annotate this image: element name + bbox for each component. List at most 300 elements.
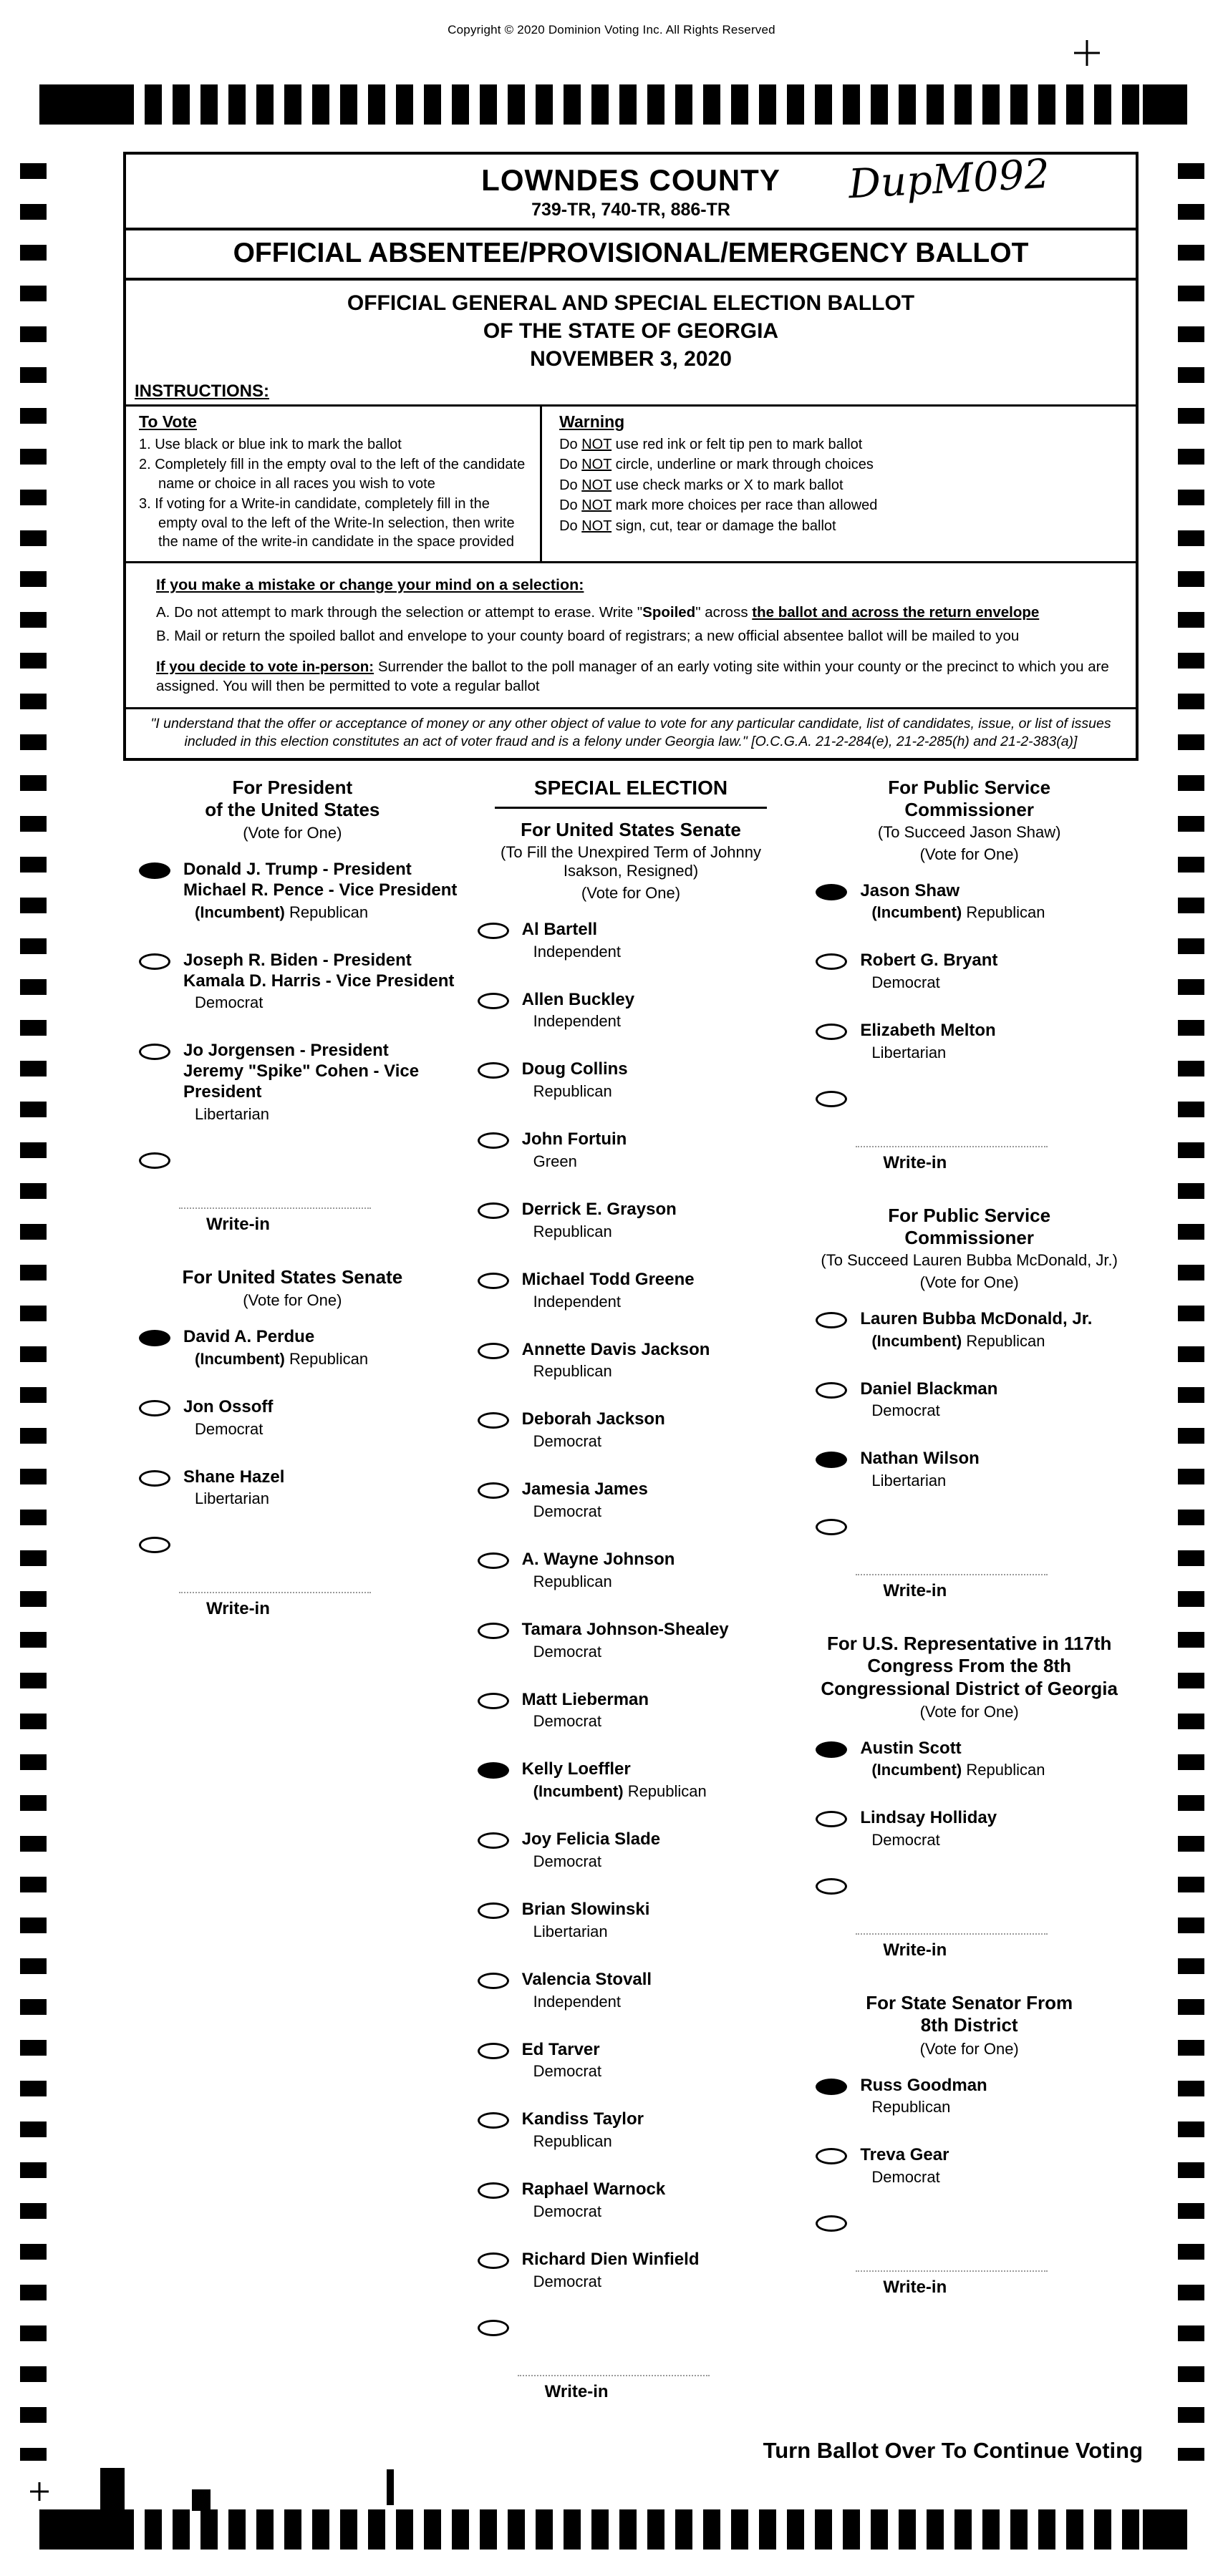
candidate-text	[860, 2145, 949, 2187]
candidate-name: A. Wayne Johnson	[521, 1549, 675, 1569]
candidate-name: Joseph R. Biden - President	[183, 950, 412, 970]
candidate-text	[522, 920, 621, 961]
contest-subtitle-line: (To Succeed Jason Shaw)	[877, 823, 1061, 842]
write-in-line[interactable]	[179, 1192, 371, 1209]
party-name: Independent	[533, 942, 622, 961]
candidate-text	[522, 1690, 649, 1731]
write-in-line[interactable]	[856, 1130, 1048, 1147]
candidate-name: Kelly Loeffler	[521, 1759, 631, 1779]
candidate-text	[522, 1409, 665, 1451]
candidate-party	[860, 1472, 979, 1490]
contest-title	[127, 1266, 458, 1288]
ballot-oval-empty[interactable]	[478, 2320, 509, 2336]
party-name: Republican	[966, 1761, 1045, 1779]
candidate-name: Robert G. Bryant	[860, 951, 998, 971]
turn-ballot-text: Turn Ballot Over To Continue Voting	[763, 2438, 1143, 2463]
candidate-name: Ed Tarver	[521, 2039, 600, 2059]
in-person-text: Surrender the ballot to the poll manager of an early voting site within your county or the precinct to which you are assigned. You will then be permitted to vote a regular ballot	[156, 658, 1109, 694]
warning-not-label: NOT	[581, 457, 612, 473]
candidate-option	[804, 881, 1134, 923]
ballot-oval-empty[interactable]	[139, 1400, 170, 1416]
ballot-oval-empty[interactable]	[478, 923, 509, 939]
mistake-title: If you make a mistake or change your mind on a selection:	[156, 576, 584, 594]
ballot-oval-empty[interactable]	[816, 1382, 847, 1399]
warning-item	[559, 455, 1126, 474]
ballot-oval-empty[interactable]	[816, 1811, 847, 1827]
party-name: Democrat	[533, 1432, 602, 1451]
candidate-text	[860, 1021, 995, 1062]
party-name: Republican	[966, 903, 1045, 922]
candidate-name: Michael Todd Greene	[521, 1269, 695, 1289]
candidate-name: Michael R. Pence - Vice President	[183, 880, 458, 900]
contest-subtitle-line: (To Fill the Unexpired Term of Johnny	[501, 843, 761, 861]
in-person-instructions	[156, 657, 1117, 696]
party-name: Republican	[533, 1572, 612, 1590]
ballot-oval-empty[interactable]	[478, 1062, 509, 1079]
warning-item-text: use check marks or X to mark ballot	[615, 477, 843, 493]
county-name: LOWNDES COUNTY	[481, 163, 780, 197]
candidate-party	[522, 1223, 677, 1241]
ballot-header-box	[123, 152, 1139, 761]
ballot-oval-empty[interactable]	[478, 1623, 509, 1639]
candidate-option	[466, 1690, 796, 1731]
candidate-text	[860, 1449, 979, 1490]
candidate-option	[466, 990, 796, 1031]
to-vote-instruction: 2. Completely fill in the empty oval to the left of the candidate name or choice in all races you wish to vote	[139, 457, 526, 492]
warning-item	[559, 517, 1126, 535]
candidate-option	[466, 1129, 796, 1171]
candidate-party	[522, 1782, 707, 1801]
candidate-name: Valencia Stovall	[521, 1969, 652, 1989]
ballot-oval-empty[interactable]	[478, 1273, 509, 1289]
warning-do-label: Do	[559, 517, 578, 534]
warning-item-text: circle, underline or mark through choices	[615, 457, 874, 473]
warning-do-label: Do	[559, 457, 578, 473]
party-name: Democrat	[533, 1502, 602, 1520]
contest-title-line: For Public Service	[888, 1204, 1051, 1226]
party-name: Democrat	[871, 973, 940, 992]
ballot-oval-empty[interactable]	[816, 1312, 847, 1328]
instructions-grid	[126, 404, 1136, 563]
ballot-oval-empty[interactable]	[816, 1024, 847, 1040]
party-name: Green	[533, 1152, 577, 1170]
ballot-oval-empty[interactable]	[816, 1091, 847, 1107]
candidate-name: Treva Gear	[860, 2145, 949, 2165]
timing-block	[1143, 2509, 1187, 2550]
contest	[804, 777, 1134, 1173]
candidate-name: Derrick E. Grayson	[521, 1199, 677, 1219]
party-name: Democrat	[871, 2168, 940, 2187]
candidate-party	[522, 1923, 650, 1941]
ballot-oval-empty[interactable]	[816, 1878, 847, 1895]
incumbent-label: (Incumbent)	[871, 1331, 962, 1350]
candidate-text	[522, 1270, 695, 1311]
party-name: Democrat	[533, 2272, 602, 2290]
ballot-oval-empty[interactable]	[139, 1537, 170, 1553]
timing-strip	[145, 2509, 1141, 2550]
in-person-title: If you decide to vote in-person:	[156, 658, 374, 675]
warning-cell	[540, 407, 1136, 561]
party-name: Libertarian	[871, 1472, 947, 1490]
ballot-oval-empty[interactable]	[139, 1044, 170, 1060]
warning-do-label: Do	[559, 477, 578, 493]
candidate-text	[522, 1550, 675, 1591]
contest-subtitle	[804, 1251, 1134, 1270]
candidate-text	[860, 1379, 997, 1421]
candidate-party	[860, 903, 1045, 922]
candidate-option	[804, 2145, 1134, 2187]
contest-title-line: of the United States	[205, 799, 380, 820]
ballot-oval-filled[interactable]	[816, 1452, 847, 1468]
party-name: Independent	[533, 1992, 622, 2011]
vote-for-instruction: (Vote for One)	[919, 1702, 1019, 1721]
candidate-option	[466, 1759, 796, 1801]
timing-block	[1143, 84, 1187, 125]
candidate-party	[522, 1362, 710, 1381]
incumbent-label: (Incumbent)	[533, 1782, 624, 1801]
party-name: Republican	[289, 1349, 369, 1368]
to-vote-cell	[126, 407, 540, 561]
candidate-text	[522, 1340, 710, 1381]
candidate-party	[522, 2202, 666, 2221]
candidate-option	[466, 1970, 796, 2011]
candidate-party	[522, 2062, 601, 2081]
candidate-option	[466, 1059, 796, 1101]
warning-title: Warning	[559, 412, 625, 431]
warning-not-label: NOT	[581, 477, 612, 493]
candidate-party	[522, 1643, 729, 1661]
candidate-text	[522, 2109, 644, 2151]
candidate-text	[183, 1467, 284, 1509]
candidate-option	[466, 1550, 796, 1591]
election-date: NOVEMBER 3, 2020	[530, 347, 732, 371]
warning-item	[559, 435, 1126, 454]
contest-title-line: For State Senator From	[866, 1992, 1073, 2014]
timing-block	[39, 84, 134, 125]
write-in-label: Write-in	[883, 2278, 947, 2298]
candidate-party	[522, 1573, 675, 1591]
vote-for-instruction: (Vote for One)	[919, 2039, 1019, 2058]
contest-title-line: Congressional District of Georgia	[821, 1677, 1118, 1699]
candidate-text	[183, 1397, 273, 1439]
write-in-option	[127, 1537, 458, 1619]
incumbent-label: (Incumbent)	[195, 1349, 285, 1368]
candidate-name: Deborah Jackson	[521, 1409, 665, 1429]
party-name: Libertarian	[533, 1922, 608, 1940]
candidate-text	[522, 990, 634, 1031]
timing-block	[39, 2509, 134, 2550]
ballot-oval-empty[interactable]	[478, 2182, 509, 2199]
candidate-name: Elizabeth Melton	[860, 1021, 996, 1041]
candidate-text	[860, 1808, 997, 1850]
warning-item	[559, 496, 1126, 515]
warning-list	[559, 435, 1126, 535]
party-name: Republican	[871, 2098, 951, 2116]
candidate-option	[804, 1379, 1134, 1421]
contest-title-line: Commissioner	[904, 1227, 1034, 1249]
warning-not-label: NOT	[581, 497, 612, 514]
write-in-line[interactable]	[856, 1918, 1048, 1935]
candidate-name: Al Bartell	[521, 919, 598, 939]
write-in-label: Write-in	[883, 1152, 947, 1172]
candidate-name: Kandiss Taylor	[521, 2109, 644, 2129]
contest	[466, 777, 796, 2402]
ballot-column-3	[800, 777, 1139, 2406]
ballot-oval-empty[interactable]	[139, 1470, 170, 1487]
ballot-oval-empty[interactable]	[478, 1902, 509, 1919]
candidate-party	[183, 1105, 458, 1124]
party-name: Democrat	[533, 1642, 602, 1661]
candidate-name: Kamala D. Harris - Vice President	[183, 971, 455, 991]
election-title	[126, 281, 1136, 377]
candidate-name: John Fortuin	[521, 1129, 627, 1150]
ballot-oval-empty[interactable]	[478, 1202, 509, 1219]
party-name: Republican	[533, 1362, 612, 1381]
contest-title	[466, 819, 796, 841]
candidate-option	[466, 1829, 796, 1871]
candidate-name: Nathan Wilson	[860, 1449, 980, 1469]
candidate-text	[522, 1129, 627, 1171]
candidate-name: David A. Perdue	[183, 1326, 315, 1346]
instructions-label: INSTRUCTIONS:	[135, 381, 269, 401]
candidate-party	[522, 1993, 652, 2011]
mistake-instructions	[126, 563, 1136, 707]
candidate-name: Tamara Johnson-Shealey	[521, 1619, 729, 1639]
candidate-option	[466, 2040, 796, 2081]
candidate-name: Jeremy "Spike" Cohen - Vice President	[183, 1061, 420, 1102]
candidate-option	[127, 860, 458, 922]
candidate-option	[466, 1620, 796, 1661]
party-name: Democrat	[871, 1401, 940, 1420]
timing-marks-right	[1178, 163, 1204, 2461]
candidate-name: Jon Ossoff	[183, 1396, 274, 1416]
contest-section-title: SPECIAL ELECTION	[495, 777, 768, 809]
candidate-name: Jason Shaw	[860, 880, 960, 900]
ballot-oval-empty[interactable]	[478, 1973, 509, 1989]
election-title-line1: OFFICIAL GENERAL AND SPECIAL ELECTION BALLOT	[347, 291, 915, 315]
write-in-option	[804, 2215, 1134, 2298]
vote-for-instruction: (Vote for One)	[243, 824, 342, 842]
contest-title	[804, 1633, 1134, 1700]
candidate-option	[466, 1340, 796, 1381]
candidate-name: Lindsay Holliday	[860, 1808, 997, 1828]
write-in-label: Write-in	[206, 1214, 270, 1234]
candidate-party	[860, 1332, 1092, 1351]
ballot-oval-empty[interactable]	[816, 1519, 847, 1535]
ballot-oval-empty[interactable]	[816, 953, 847, 970]
vote-for-instruction: (Vote for One)	[581, 883, 681, 902]
party-name: Democrat	[533, 1712, 602, 1731]
timing-marks-bottom	[39, 2509, 1187, 2550]
contest	[127, 1266, 458, 1620]
mistake-step-a	[156, 603, 1117, 622]
legal-notice: "I understand that the offer or acceptance of money or any other object of value to vote for any particular candidate, list of candidates, issue, or list of issues included in this election constitutes an act of voter fraud and is a felony under Georgia law." [O.C.G.A. 21-2-284(e), 21-2-285(h) and 21-2-383(a)]	[126, 707, 1136, 758]
candidate-party	[522, 1502, 648, 1521]
write-in-option	[804, 1519, 1134, 1601]
candidate-text	[183, 1041, 458, 1123]
timing-marks-top	[39, 84, 1187, 125]
candidate-option	[127, 1041, 458, 1123]
party-name: Republican	[533, 2132, 612, 2151]
candidate-party	[522, 2273, 700, 2291]
candidate-option	[127, 1397, 458, 1439]
candidate-text	[522, 1479, 648, 1521]
candidate-party	[183, 1489, 284, 1508]
spoiled-label: Spoiled	[642, 603, 696, 621]
candidate-name: Doug Collins	[521, 1059, 628, 1079]
warning-do-label: Do	[559, 497, 578, 514]
candidate-text	[860, 1309, 1092, 1351]
incumbent-label: (Incumbent)	[871, 1761, 962, 1779]
warning-not-label: NOT	[581, 517, 612, 534]
ballot-id-mark	[192, 2489, 211, 2511]
ballot-id-mark	[100, 2468, 125, 2509]
candidate-option	[804, 951, 1134, 992]
candidate-party	[860, 973, 997, 992]
ballot-oval-empty[interactable]	[478, 1482, 509, 1499]
candidate-option	[466, 2250, 796, 2291]
vote-for-instruction: (Vote for One)	[919, 1273, 1019, 1291]
contest-title-line: Commissioner	[904, 799, 1034, 820]
ballot-oval-filled[interactable]	[816, 2079, 847, 2095]
contest-title-line: 8th District	[920, 2014, 1018, 2036]
candidate-option	[466, 920, 796, 961]
mistake-step-b: B. Mail or return the spoiled ballot and envelope to your county board of registrars; a new official absentee ballot will be mailed to you	[156, 627, 1020, 644]
ballot-oval-empty[interactable]	[139, 1152, 170, 1169]
warning-item-text: use red ink or felt tip pen to mark ballot	[615, 437, 863, 452]
ballot-oval-empty[interactable]	[478, 2112, 509, 2129]
contest	[804, 1992, 1134, 2298]
candidate-name: Annette Davis Jackson	[521, 1339, 710, 1359]
party-name: Libertarian	[195, 1104, 269, 1123]
ballot-oval-empty[interactable]	[139, 953, 170, 970]
contest	[804, 1205, 1134, 1601]
party-name: Libertarian	[871, 1043, 947, 1061]
warning-item-text: sign, cut, tear or damage the ballot	[615, 517, 836, 534]
ballot-oval-empty[interactable]	[478, 1693, 509, 1709]
party-name: Republican	[966, 1331, 1045, 1350]
write-in-line[interactable]	[518, 2359, 710, 2376]
party-name: Independent	[533, 1292, 622, 1311]
candidate-party	[860, 2098, 987, 2116]
mistake-a-emphasis: the ballot and across the return envelope	[752, 603, 1040, 621]
incumbent-label: (Incumbent)	[871, 903, 962, 922]
contest-title-line: For United States Senate	[182, 1265, 403, 1288]
ballot-oval-empty[interactable]	[816, 2215, 847, 2232]
candidate-name: Matt Lieberman	[521, 1689, 649, 1709]
candidate-party	[183, 1350, 368, 1369]
candidate-option	[804, 1449, 1134, 1490]
candidate-name: Allen Buckley	[521, 989, 635, 1009]
write-in-line[interactable]	[856, 2255, 1048, 2272]
ballot-oval-empty[interactable]	[478, 2043, 509, 2059]
candidate-party	[183, 1420, 273, 1439]
timing-strip	[145, 84, 1141, 125]
candidate-party	[860, 1831, 997, 1850]
write-in-option	[127, 1152, 458, 1235]
candidate-party	[522, 1712, 649, 1731]
candidate-party	[183, 993, 454, 1012]
write-in-label: Write-in	[883, 1940, 947, 1960]
contest-subtitle	[466, 843, 796, 881]
ballot-oval-filled[interactable]	[816, 1741, 847, 1758]
ballot-oval-empty[interactable]	[478, 2252, 509, 2269]
candidate-party	[183, 903, 457, 922]
party-name: Independent	[533, 1012, 622, 1031]
candidate-option	[804, 1739, 1134, 1780]
write-in-option	[804, 1091, 1134, 1173]
contest	[804, 1633, 1134, 1960]
candidate-name: Joy Felicia Slade	[521, 1829, 661, 1850]
candidate-party	[522, 1432, 665, 1451]
ballot-oval-filled[interactable]	[816, 884, 847, 900]
candidate-name: Jamesia James	[521, 1479, 648, 1500]
candidate-text	[860, 951, 997, 992]
candidate-text	[522, 2040, 601, 2081]
candidate-text	[522, 1970, 652, 2011]
ballot-oval-empty[interactable]	[478, 993, 509, 1009]
contest-title-line: Congress From the 8th	[867, 1655, 1071, 1677]
mistake-a-text: A. Do not attempt to mark through the selection or attempt to erase. Write "	[156, 603, 643, 621]
candidate-party	[522, 943, 621, 961]
candidate-name: Daniel Blackman	[860, 1379, 998, 1399]
ballot-oval-filled[interactable]	[139, 862, 170, 879]
candidate-text	[183, 1327, 368, 1369]
contest-subtitle	[804, 823, 1134, 842]
write-in-option	[804, 1878, 1134, 1960]
write-in-line[interactable]	[856, 1558, 1048, 1575]
candidate-option	[466, 1409, 796, 1451]
contest-subtitle-line: Isakson, Resigned)	[563, 862, 699, 880]
candidate-text	[522, 1059, 628, 1101]
contest-subtitle-line: (To Succeed Lauren Bubba McDonald, Jr.)	[821, 1251, 1118, 1270]
candidate-option	[127, 1327, 458, 1369]
ballot-oval-empty[interactable]	[478, 1832, 509, 1849]
candidate-text	[183, 860, 457, 922]
ballot-oval-filled[interactable]	[139, 1330, 170, 1346]
contest-title	[804, 1205, 1134, 1249]
county-header	[126, 150, 1136, 228]
to-vote-list	[139, 435, 530, 551]
candidate-option	[466, 1270, 796, 1311]
ballot-oval-empty[interactable]	[478, 1552, 509, 1569]
registration-cross-icon	[1074, 40, 1100, 66]
candidate-text	[522, 1759, 707, 1801]
ballot-oval-empty[interactable]	[478, 1132, 509, 1149]
ballot-oval-empty[interactable]	[478, 1343, 509, 1359]
ballot-oval-empty[interactable]	[816, 2148, 847, 2164]
ballot-column-2	[462, 777, 801, 2406]
candidate-text	[860, 2076, 987, 2117]
incumbent-label: (Incumbent)	[195, 903, 285, 921]
contest-title	[804, 777, 1134, 821]
party-name: Democrat	[195, 1419, 264, 1438]
candidate-option	[466, 1479, 796, 1521]
ballot-title: OFFICIAL ABSENTEE/PROVISIONAL/EMERGENCY BALLOT	[233, 238, 1029, 268]
candidate-party	[522, 1852, 660, 1871]
ballot-oval-empty[interactable]	[478, 1412, 509, 1429]
to-vote-instruction: 1. Use black or blue ink to mark the ballot	[139, 437, 402, 452]
ballot-columns	[123, 777, 1139, 2406]
candidate-name: Russ Goodman	[860, 2075, 987, 2095]
candidate-party	[860, 1761, 1045, 1779]
warning-item-text: mark more choices per race than allowed	[615, 497, 878, 514]
write-in-line[interactable]	[179, 1576, 371, 1593]
candidate-name: Jo Jorgensen - President	[183, 1041, 389, 1061]
candidate-party	[522, 1152, 627, 1171]
candidate-name: Brian Slowinski	[521, 1899, 650, 1919]
ballot-oval-filled[interactable]	[478, 1762, 509, 1779]
